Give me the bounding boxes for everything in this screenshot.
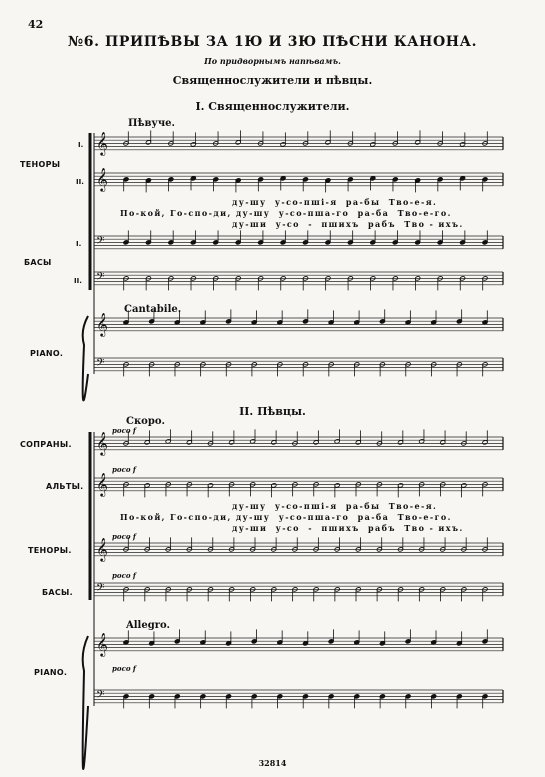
altos-label: АЛЬТЫ. (46, 482, 84, 491)
dynamic-marking: poco f (112, 571, 136, 580)
piano-tempo-marking: Cantabile. (124, 304, 182, 315)
lyric-line: По-кой, Го-спо-ди, ду-шу у-со-пша-го ра-ба Тво-е-го. (120, 208, 452, 218)
treble-clef-icon: 𝄞 (96, 131, 108, 155)
dynamic-marking: poco f (112, 664, 136, 673)
tempo-marking: Скоро. (126, 416, 165, 427)
section-heading-singers: II. Пѣвцы. (239, 405, 306, 418)
dynamic-marking: poco f (112, 426, 136, 435)
plate-number: 32814 (258, 758, 287, 768)
performers-heading: Священнослужители и пѣвцы. (172, 74, 373, 87)
section-heading-clergy: I. Священнослужители. (195, 100, 350, 113)
lyric-line: ду-ши у-со - пшихъ рабъ Тво - ихъ. (232, 219, 464, 229)
piece-title: №6. ПРИПѢВЫ ЗА 1Ю И 3Ю ПѢСНИ КАНОНА. (67, 34, 478, 50)
piano-tempo-marking: Allegro. (126, 620, 170, 631)
piano-label: PIANO. (30, 349, 64, 358)
lyric-line: По-кой, Го-спо-ди, ду-шу у-со-пша-го ра-ба Тво-е-го. (120, 512, 452, 522)
page-number: 42 (28, 18, 44, 31)
tempo-marking: Пѣвуче. (128, 118, 175, 129)
treble-clef-icon: 𝄞 (96, 632, 108, 656)
treble-clef-icon: 𝄞 (96, 431, 108, 455)
treble-clef-icon: 𝄞 (96, 537, 108, 561)
tenor-1-label: I. (78, 141, 84, 149)
bass-clef-icon: 𝄢 (96, 235, 105, 250)
bass-2-label: II. (74, 277, 82, 285)
treble-clef-icon: 𝄞 (96, 312, 108, 336)
basses-label: БАСЫ. (42, 588, 73, 597)
dynamic-marking: poco f (112, 465, 136, 474)
lyric-line: ду-шу у-со-пшi-я ра-бы Тво-е-я. (232, 197, 438, 207)
treble-clef-icon: 𝄞 (96, 472, 108, 496)
dynamic-marking: poco f (112, 532, 136, 541)
bass-1-label: I. (76, 240, 82, 248)
lyric-line: ду-шу у-со-пшi-я ра-бы Тво-е-я. (232, 501, 438, 511)
lyric-line: ду-ши у-со - пшихъ рабъ Тво - ихъ. (232, 523, 464, 533)
bass-clef-icon: 𝄢 (96, 689, 105, 704)
piano-label: PIANO. (34, 668, 68, 677)
brace (83, 636, 88, 769)
tenor-2-label: II. (76, 178, 84, 186)
tenors-label: ТЕНОРЫ. (28, 546, 72, 555)
bass-clef-icon: 𝄢 (96, 357, 105, 372)
treble-clef-icon: 𝄞 (96, 167, 108, 191)
basses-label: БАСЫ (24, 258, 52, 267)
bass-clef-icon: 𝄢 (96, 271, 105, 286)
piece-subtitle: По придворнымъ напѣвамъ. (204, 56, 341, 66)
brace (83, 316, 88, 400)
sopranos-label: СОПРАНЫ. (20, 440, 72, 449)
bass-clef-icon: 𝄢 (96, 582, 105, 597)
tenors-label: ТЕНОРЫ (20, 160, 61, 169)
